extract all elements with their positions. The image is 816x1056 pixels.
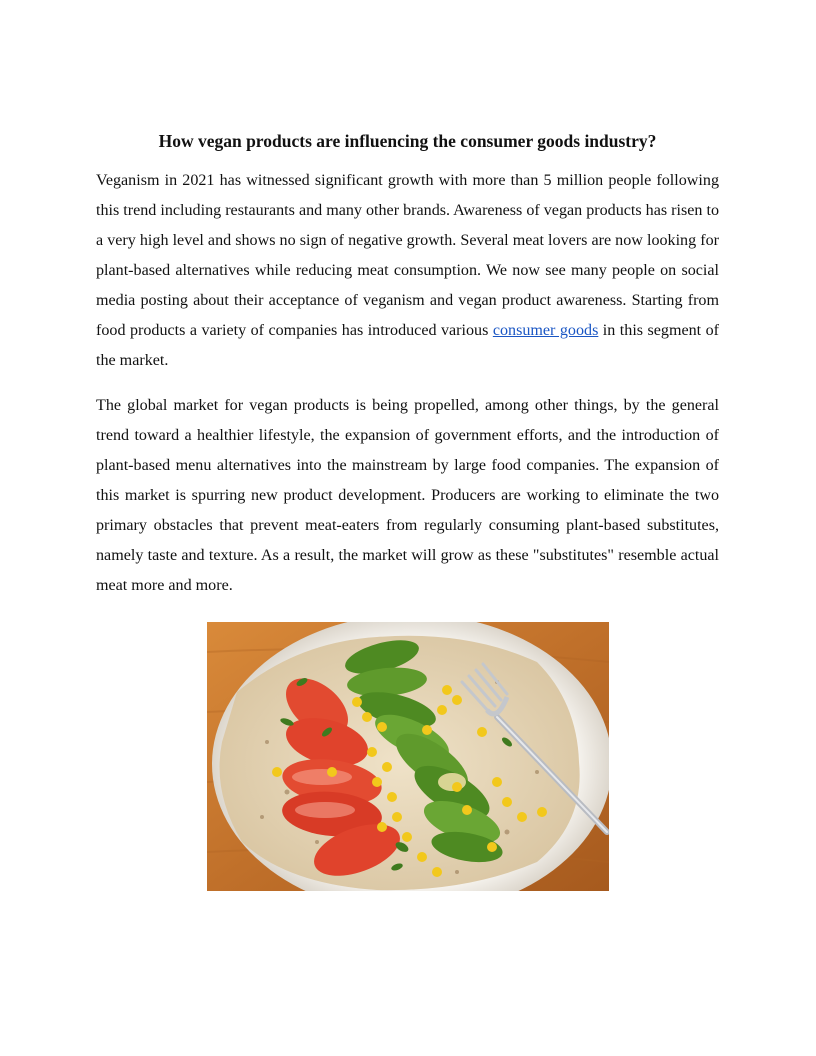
paragraph-1-text-end: in this segment of the market. [96,322,720,369]
document-page [96,0,719,1056]
paragraph-veganism-growth [96,166,719,376]
paragraph-1-text: Veganism in 2021 has witnessed significant growth with more than 5 million people following this trend including restaurants and many other brands. Awareness of vegan products has risen to a very high level and shows no sign of negative growth. Several meat lovers are now looking for plant-based alternatives while reducing meat consumption. We now see many people on social media posting about their acceptance of veganism and vegan product awareness. Starting from food products a variety of companies has introduced various [96,172,719,339]
paragraph-global-market: The global market for vegan products is being propelled, among other things, by the general trend toward a healthier lifestyle, the expansion of government efforts, and the introduction of plant-based menu alternatives into the mainstream by large food companies. The expansion of this market is spurring new product development. Producers are working to eliminate the two primary obstacles that prevent meat-eaters from regularly consuming plant-based substitutes, namely taste and texture. As a result, the market will grow as these "substitutes" resemble actual meat more and more. [96,397,719,594]
consumer-goods-link[interactable]: consumer goods [492,322,599,339]
vegan-dish-photo [207,622,609,891]
document-title: How vegan products are influencing the consumer goods industry? [158,131,657,151]
